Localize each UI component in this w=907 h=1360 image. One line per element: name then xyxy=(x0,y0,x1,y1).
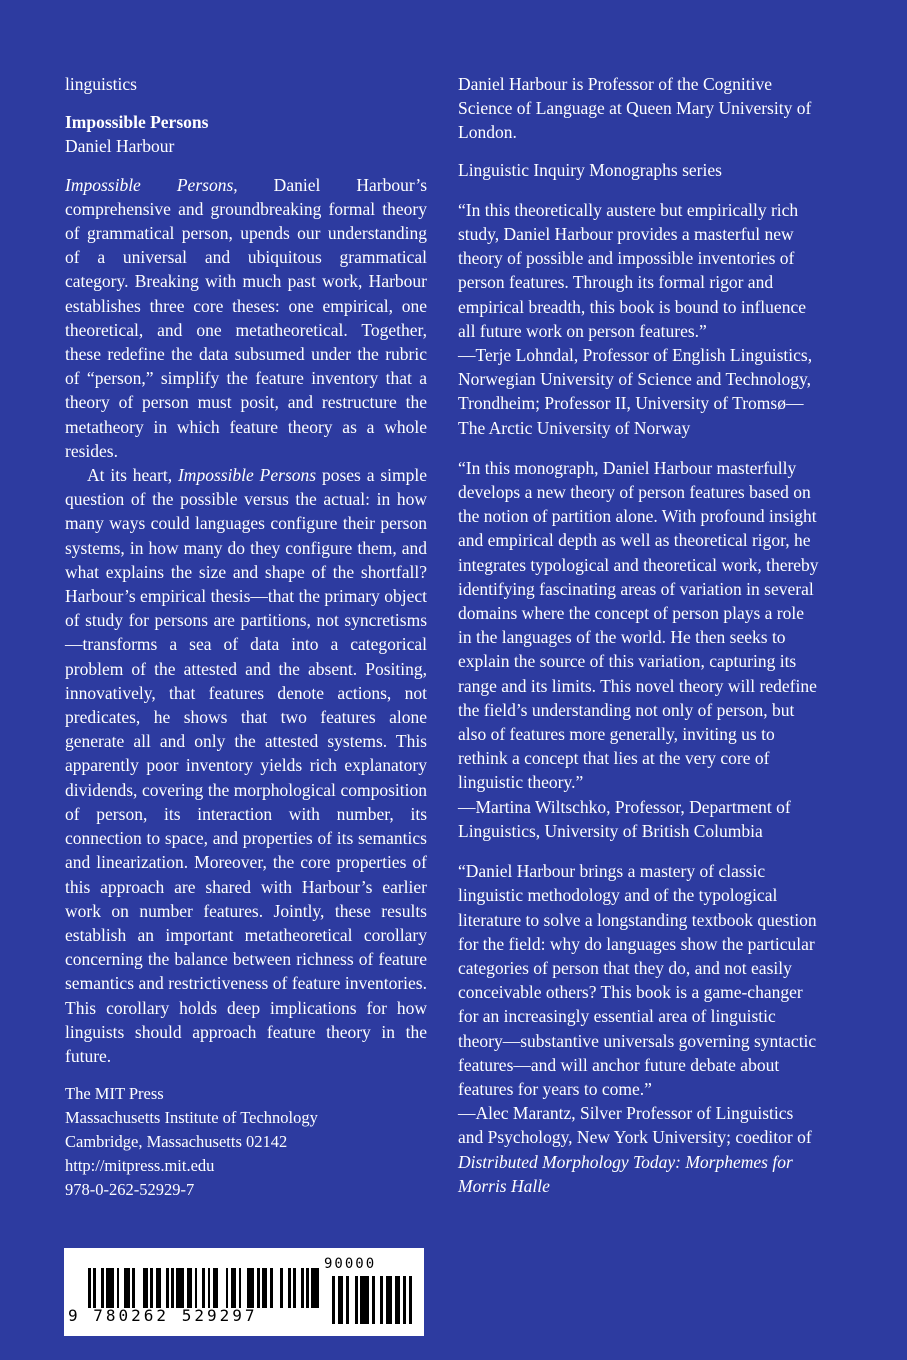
blurb-2-attribution: —Martina Wiltschko, Professor, Department of Linguistics, University of British Columbia xyxy=(458,796,791,841)
publisher-block xyxy=(65,1082,427,1202)
left-column xyxy=(65,72,427,1202)
barcode-bar xyxy=(360,1276,369,1324)
barcode-addon-bars xyxy=(332,1276,412,1324)
publisher-name: The MIT Press xyxy=(65,1084,164,1104)
blurb-3-book-title: Distributed Morphology Today: Morphemes for Morris Halle xyxy=(458,1151,793,1196)
blurb-3-quote: “Daniel Harbour brings a mastery of classic linguistic methodology and of the typological literature to solve a longstanding textbook question for the field: why do languages show the particular categories of person that they do, and not easily conceivable others? This book is a game-changer for an increasingly essential area of linguistic theory—substantive universals governing syntactic features—and will anchor future debate about features for years to come.” xyxy=(458,861,817,1099)
description-paragraph-1 xyxy=(65,173,427,463)
blurb-2 xyxy=(458,456,820,843)
barcode-bar xyxy=(273,1268,281,1308)
barcode-bar xyxy=(311,1268,319,1308)
series-name: Linguistic Inquiry Monographs series xyxy=(458,159,722,180)
blurb-2-quote: “In this monograph, Daniel Harbour masterfully develops a new theory of person features based on the notion of partition alone. With profound insight and empirical depth as well as theoretical rigor, he integrates typological and theoretical work, thereby identifying fascinating areas of variation in several domains where the concept of person plays a role in the languages of the world. He then seeks to explain the source of this variation, capturing its range and its limits. This novel theory will redefine the field’s understanding not only of person, but also of features more generally, inviting us to rethink a concept that lies at the very core of linguistic theory.” xyxy=(458,457,819,793)
blurb-3 xyxy=(458,859,820,1198)
barcode-bar xyxy=(135,1268,143,1308)
publisher-city: Cambridge, Massachusetts 02142 xyxy=(65,1132,288,1152)
description-paragraph-2 xyxy=(65,463,427,1068)
author-bio: Daniel Harbour is Professor of the Cognitive Science of Language at Queen Mary University of London. xyxy=(458,74,812,143)
right-column xyxy=(458,72,820,1214)
blurb-1-attribution: —Terje Lohndal, Professor of English Linguistics, Norwegian University of Science and Technology, Trondheim; Professor II, University of Tromsø—The Arctic University of Norway xyxy=(458,345,813,438)
subject-category: linguistics xyxy=(65,74,137,94)
barcode-bars xyxy=(88,1268,320,1308)
isbn: 978-0-262-52929-7 xyxy=(65,1180,195,1200)
description-lead-2: At its heart, xyxy=(87,465,178,486)
description-text-1: , Daniel Harbour’s comprehensive and groundbreaking formal theory of grammatical person, upends our understanding of a universal and ubiquitous grammatical category. Breaking with much past work, Harbour establishes three core theses: one empirical, one theoretical, and one metatheoretical. Together, these redefine the data subsumed under the rubric of “person,” simplify the feature inventory that a theory of person must posit, and restructure the metatheory in which feature theory as a whole resides. xyxy=(65,174,428,461)
blurb-1 xyxy=(458,198,820,440)
barcode-bar xyxy=(247,1268,255,1308)
book-title: Impossible Persons xyxy=(65,112,209,133)
barcode-bar xyxy=(218,1268,226,1308)
blurb-3-attribution-text: —Alec Marantz, Silver Professor of Linguistics and Psychology, New York University; coeditor of xyxy=(458,1103,812,1148)
isbn-barcode xyxy=(64,1248,424,1336)
barcode-bar xyxy=(176,1268,184,1308)
title-italic-2: Impossible Persons xyxy=(177,465,317,486)
blurb-1-quote: “In this theoretically austere but empirically rich study, Daniel Harbour provides a masterful new theory of possible and impossible inventories of person features. Through its formal rigor and empirical breadth, this book is bound to influence all future work on person features.” xyxy=(458,199,806,341)
publisher-institution: Massachusetts Institute of Technology xyxy=(65,1108,318,1128)
title-italic: Impossible Persons xyxy=(65,174,234,195)
book-author: Daniel Harbour xyxy=(65,136,175,157)
publisher-url: http://mitpress.mit.edu xyxy=(65,1156,215,1176)
barcode-bar xyxy=(409,1276,412,1324)
barcode-digits: 9 780262 529297 xyxy=(68,1306,258,1325)
barcode-bar xyxy=(106,1268,114,1308)
title-block xyxy=(65,110,427,158)
description-text-2: poses a simple question of the possible versus the actual: in how many ways could languages configure their person systems, in how many do they configure them, and what explains the size and shape of the shortfall? Harbour’s empirical thesis—that the primary object of study for persons are partitions, not syncretisms—transforms a sea of data into a categorical problem of the attested and the absent. Positing, innovatively, that features denote actions, not predicates, he shows that two features alone generate all and only the attested systems. This apparently poor inventory yields rich explanatory dividends, covering the morphological composition of person, its interaction with number, its connection to space, and properties of its semantics and linearization. Moreover, the core properties of this approach are shared with Harbour’s earlier work on number features. Jointly, these results establish an important metatheoretical corollary concerning the balance between richness of feature semantics and restrictiveness of feature inventories. This corollary holds deep implications for how linguists should approach feature theory in the future. xyxy=(65,465,427,1066)
barcode-addon-digits: 90000 xyxy=(324,1256,377,1272)
blurb-3-attribution xyxy=(458,1101,820,1198)
